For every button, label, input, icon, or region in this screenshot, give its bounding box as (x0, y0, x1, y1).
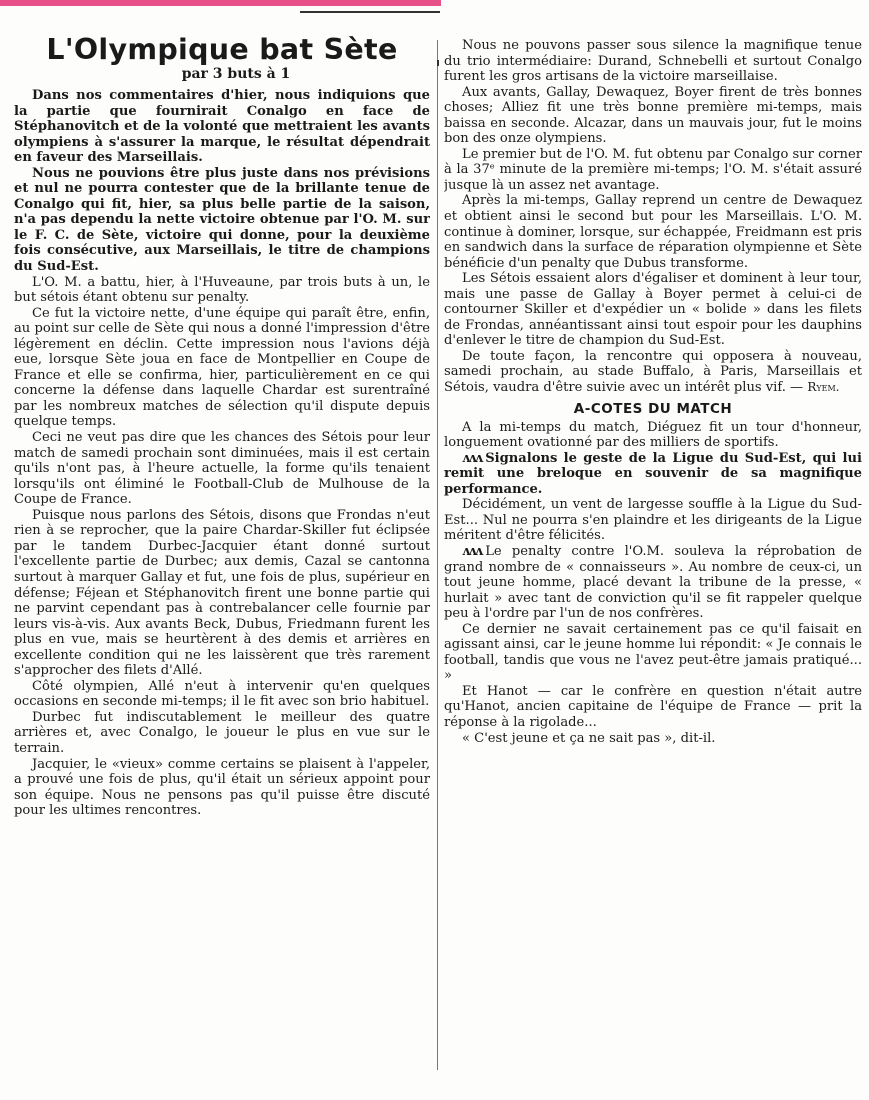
lead-paragraph: Dans nos commentaires d'hier, nous indiquions que la partie que fournirait Conalgo en face de Stéphanovitch et de la volonté que mettraient les avants olympiens à s'assurer la marque, le résultat dépendrait en faveur des Marseillais. (14, 88, 430, 166)
acotes-text: Le penalty contre l'O.M. souleva la réprobation de grand nombre de « connaisseurs ». Au nombre de ceux-ci, un tout jeune homme, placé devant la tribune de la presse, « hurlait » avec tant de conviction qu'il se fit rappeler quelque peu à l'ordre par l'un de nos confrères. (444, 543, 862, 622)
body-paragraph: Après la mi-temps, Gallay reprend un centre de Dewaquez et obtient ainsi le second but pour les Marseillais. L'O. M. continue à dominer, lorsque, sur échappée, Freidmann est pris en sandwich dans la surface de réparation olympienne et Sète bénéficie d'un penalty que Dubus transforme. (444, 193, 862, 271)
body-paragraph: Ce fut la victoire nette, d'une équipe qui paraît être, enfin, au point sur celle de Sète qui nous a donné l'impression d'être légèrement en déclin. Cette impression nous l'avions déjà eue, lorsque Sète joua en face de Montpellier en Coupe de France et elle se confirma, hier, particulièrement en ce qui concerne la défense dans laquelle Chardar est surentraîné par les nombreux matches de sélection qu'il dispute depuis quelque temps. (14, 305, 430, 430)
article-column-right (444, 38, 862, 1100)
body-paragraph: Les Sétois essaient alors d'égaliser et dominent à leur tour, mais une passe de Gallay à Boyer permet à celui-ci de contourner Skiller et d'expédier un « bolide » dans les filets de Frondas, annéantissant ainsi tout espoir pour les dauphins d'enlever le titre de champion du Sud-Est. (444, 271, 862, 349)
column-divider (437, 40, 438, 1070)
acotes-paragraph: Et Hanot — car le confrère en question n'était autre qu'Hanot, ancien capitaine de l'équipe de France — prit la réponse à la rigolade... (444, 683, 862, 730)
acotes-paragraph (444, 451, 862, 498)
body-paragraph: Ceci ne veut pas dire que les chances des Sétois pour leur match de samedi prochain sont diminuées, mais il est certain qu'ils n'ont pas, à l'heure actuelle, la forme qu'ils tenaient lorsqu'ils ont éliminé le Football-Club de Mulhouse de la Coupe de France. (14, 430, 430, 508)
article-subtitle: par 3 buts à 1 (181, 66, 291, 82)
acotes-paragraph: Décidément, un vent de largesse souffle à la Ligue du Sud-Est... Nul ne pourra s'en plaindre et les dirigeants de la Ligue méritent d'être félicités. (444, 497, 862, 544)
closing-paragraph (444, 349, 862, 396)
body-paragraph: Nous ne pouvons passer sous silence la magnifique tenue du trio intermédiaire: Durand, Schnebelli et surtout Conalgo furent les gros artisans de la victoire marseillaise. (444, 38, 862, 85)
body-paragraph: Puisque nous parlons des Sétois, disons que Frondas n'eut rien à se reprocher, que la paire Chardar-Skiller fut éclipsée par le tandem Durbec-Jacquier étant donné surtout l'excellente partie de Durbec; aux demis, Cazal se cantonna surtout à marquer Gallay et fut, une fois de plus, supérieur en défense; Féjean et Stéphanovitch firent une bonne partie qui ne parvint cependant pas à contrebalancer celle fournie par leurs vis-à-vis. Aux avants Beck, Dubus, Friedmann furent les plus en vue, mais se heurtèrent à des demis et arrières en excellente condition qui ne les laissèrent que très rarement s'approcher des filets d'Allé. (14, 507, 430, 679)
body-paragraph: L'O. M. a battu, hier, à l'Huveaune, par trois buts à un, le but sétois étant obtenu sur penalty. (14, 274, 430, 306)
body-paragraph: Durbec fut indiscutablement le meilleur des quatre arrières et, avec Conalgo, le joueur le plus en vue sur le terrain. (14, 709, 430, 756)
acotes-text: Signalons le geste de la Ligue du Sud-Est, qui lui remit une breloque en souvenir de sa magnifique performance. (444, 450, 862, 497)
lead-paragraph: Nous ne pouvions être plus juste dans nos prévisions et nul ne pourra contester que de la brillante tenue de Conalgo qui fit, hier, sa plus belle partie de la saison, n'a pas dependu la nette victoire obtenue par l'O. M. sur le F. C. de Sète, victoire qui donne, pour la deuxième fois consécutive, aux Marseillais, le titre de champions du Sud-Est. (14, 165, 430, 275)
acotes-paragraph: « C'est jeune et ça ne sait pas », dit-il. (462, 730, 716, 746)
acotes-paragraph: Ce dernier ne savait certainement pas ce qu'il faisait en agissant ainsi, car le jeune homme lui répondit: « Je connais le football, tandis que vous ne l'avez peut-être jamais pratiqué... » (444, 621, 862, 684)
article-title: L'Olympique bat Sète (46, 33, 398, 66)
acotes-paragraph: A la mi-temps du match, Diéguez fit un tour d'honneur, longuement ovationné par des milliers de sportifs. (444, 419, 862, 451)
ornament-icon: ʌʌʌ (462, 450, 482, 466)
page-edge-color-strip (0, 0, 441, 6)
author-signature: Ryem. (807, 380, 840, 395)
column-divider-mark (437, 60, 439, 66)
body-paragraph: Aux avants, Gallay, Dewaquez, Boyer firent de très bonnes choses; Alliez fit une très bonne première mi-temps, mais baissa en seconde. Alcazar, dans un mauvais jour, fut le moins bon des onze olympiens. (444, 84, 862, 147)
ornament-icon: ʌʌʌ (462, 543, 482, 559)
body-paragraph: Le premier but de l'O. M. fut obtenu par Conalgo sur corner à la 37ᵉ minute de la première mi-temps; l'O. M. s'était assuré jusque là un assez net avantage. (444, 146, 862, 193)
section-heading: A-COTES DU MATCH (573, 400, 733, 417)
body-paragraph: Côté olympien, Allé n'eut à intervenir qu'en quelques occasions en seconde mi-temps; il le fit avec son brio habituel. (14, 678, 430, 710)
closing-text: De toute façon, la rencontre qui opposera à nouveau, samedi prochain, au stade Buffalo, à Paris, Marseillais et Sétois, vaudra d'être suivie avec un intérêt plus vif. — (444, 348, 862, 396)
article-column-left (14, 12, 430, 1074)
body-paragraph: Jacquier, le «vieux» comme certains se plaisent à l'appeler, a prouvé une fois de plus, qu'il était un sérieux appoint pour son équipe. Nous ne pensons pas qu'il puisse être discuté pour les ultimes rencontres. (14, 756, 430, 819)
acotes-paragraph (444, 544, 862, 622)
